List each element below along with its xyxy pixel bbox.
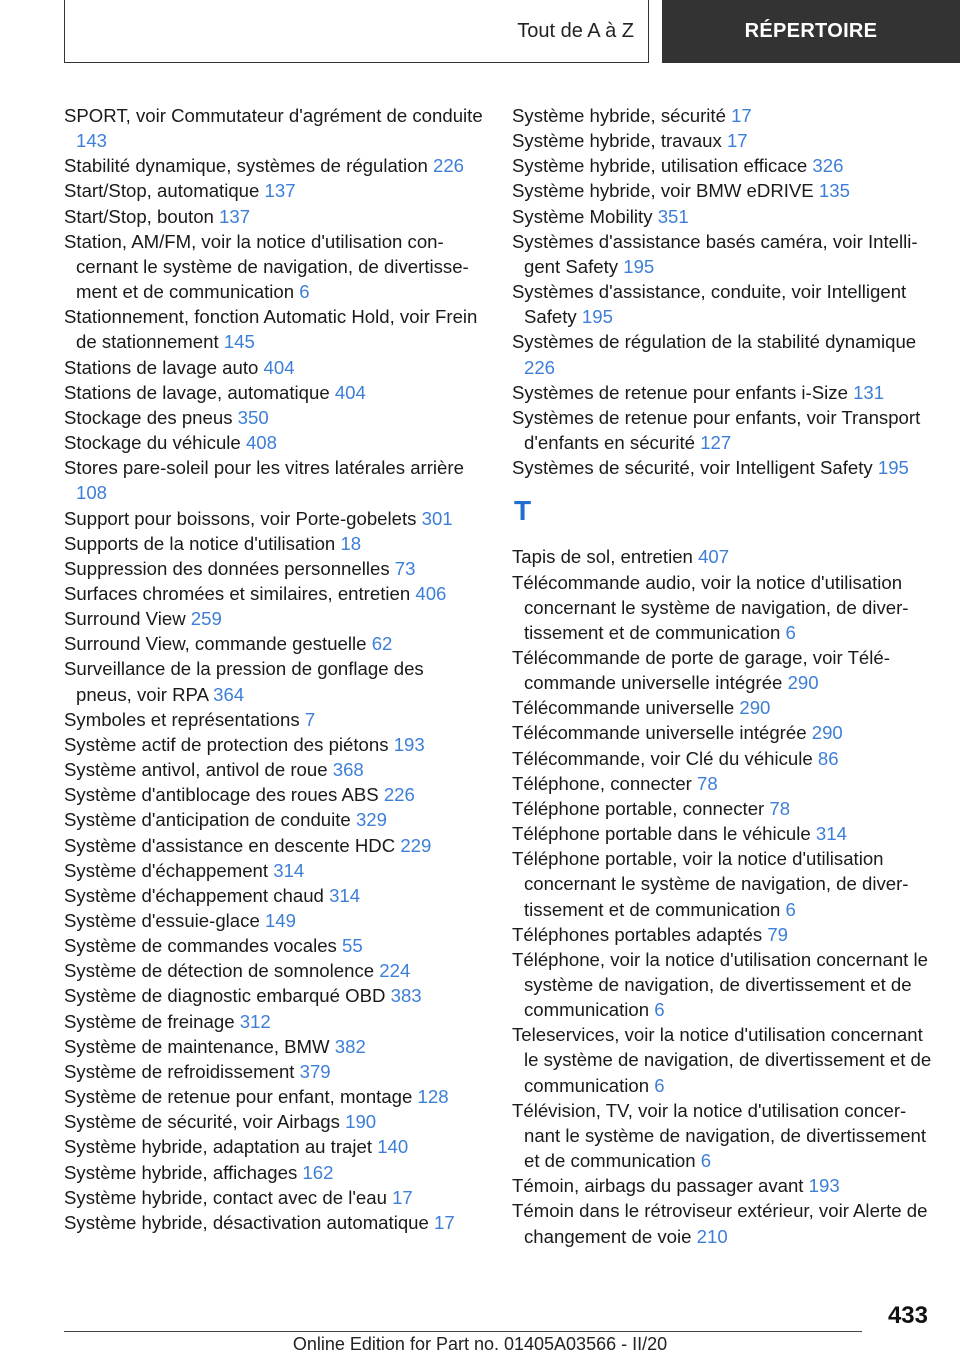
index-entry-page-link[interactable]: 190 xyxy=(345,1111,377,1133)
index-entry-text: Stationnement, fonction Automatic Hold, voir Frein de stationnement xyxy=(64,306,478,353)
index-entry xyxy=(64,1185,484,1210)
index-entry xyxy=(512,1098,932,1173)
index-entry xyxy=(64,833,484,858)
index-entry-page-link[interactable]: 193 xyxy=(393,733,425,755)
index-entry xyxy=(64,204,484,229)
index-entry-page-link[interactable]: 137 xyxy=(264,180,296,202)
header-section-tab xyxy=(64,0,649,63)
index-entry-text: Stabilité dynamique, systèmes de régulation xyxy=(64,155,428,177)
index-entry-page-link[interactable]: 78 xyxy=(697,772,718,794)
index-entry xyxy=(64,103,484,153)
index-entry-page-link[interactable]: 350 xyxy=(237,406,269,428)
index-entry-text: Témoin, airbags du passager avant xyxy=(512,1175,804,1197)
index-entry-page-link[interactable]: 6 xyxy=(785,621,796,643)
index-entry-text: Témoin dans le rétroviseur extérieur, voir Alerte de changement de voie xyxy=(512,1200,928,1247)
index-column-left xyxy=(64,103,484,1235)
index-entry-page-link[interactable]: 79 xyxy=(767,923,789,945)
index-entry-page-link[interactable]: 404 xyxy=(263,356,295,378)
index-entry-page-link[interactable]: 6 xyxy=(299,281,310,303)
index-entry xyxy=(512,796,932,821)
index-entry-text: Système de refroidissement xyxy=(64,1060,295,1082)
index-entry-text: Système hybride, affichages xyxy=(64,1161,298,1183)
index-entry-text: Système hybride, adaptation au trajet xyxy=(64,1136,373,1158)
index-entry xyxy=(64,1034,484,1059)
index-entry-text: Symboles et représentations xyxy=(64,708,300,730)
index-entry-page-link[interactable]: 140 xyxy=(377,1136,409,1158)
index-entry-text: Système de diagnostic embarqué OBD xyxy=(64,985,386,1007)
index-entry-text: Système de détection de somnolence xyxy=(64,960,375,982)
index-entry-page-link[interactable]: 55 xyxy=(342,935,363,957)
index-entry-page-link[interactable]: 195 xyxy=(623,255,655,277)
index-entry-text: Systèmes de retenue pour enfants i-Size xyxy=(512,381,848,403)
index-entry xyxy=(64,506,484,531)
index-entry xyxy=(512,922,932,947)
index-entry-page-link[interactable]: 290 xyxy=(811,722,843,744)
index-entry xyxy=(64,556,484,581)
index-entry-page-link[interactable]: 137 xyxy=(219,205,251,227)
index-entry-text: Télécommande universelle intégrée xyxy=(512,722,807,744)
index-entry xyxy=(512,128,932,153)
index-entry-text: Système d'antiblocage des roues ABS xyxy=(64,784,379,806)
index-entry xyxy=(64,1134,484,1159)
index-entry xyxy=(512,103,932,128)
index-entry-text: Système d'échappement xyxy=(64,859,269,881)
index-entry-page-link[interactable]: 149 xyxy=(264,910,296,931)
index-entry-text: Système antivol, antivol de roue xyxy=(64,759,328,781)
index-entry xyxy=(64,178,484,203)
index-entry-page-link[interactable]: 301 xyxy=(421,507,453,529)
index-entry-page-link[interactable]: 17 xyxy=(434,1211,455,1233)
index-entry-page-link[interactable]: 6 xyxy=(654,1074,665,1096)
index-entry xyxy=(64,1059,484,1084)
index-entry xyxy=(64,983,484,1008)
index-entry-text: Système d'essuie-glace xyxy=(64,910,260,931)
index-entry-text: Système Mobility xyxy=(512,205,653,227)
index-entry-page-link[interactable]: 62 xyxy=(371,633,393,655)
index-entry-text: Téléphone portable, connecter xyxy=(512,797,765,819)
index-entry-page-link[interactable]: 312 xyxy=(239,1010,271,1032)
index-entry xyxy=(64,355,484,380)
index-entry xyxy=(512,544,932,569)
index-entry-page-link[interactable]: 210 xyxy=(696,1225,728,1247)
index-entry-text: Surfaces chromées et similaires, entretien xyxy=(64,582,411,604)
index-entry-page-link[interactable]: 128 xyxy=(417,1086,449,1108)
index-entry-text: Stores pare-soleil pour les vitres latérales arrière xyxy=(64,457,464,479)
index-entry-text: Système hybride, voir BMW eDRIVE xyxy=(512,180,814,202)
index-entry-text: Système hybride, contact avec de l'eau xyxy=(64,1186,387,1208)
index-entry-text: Système hybride, sécurité xyxy=(512,105,726,126)
index-entry xyxy=(512,695,932,720)
index-entry-text: Stations de lavage auto xyxy=(64,356,259,378)
index-entry-page-link[interactable]: 224 xyxy=(379,960,411,982)
index-entry xyxy=(512,746,932,771)
index-entry xyxy=(64,581,484,606)
index-entry-page-link[interactable]: 290 xyxy=(787,672,819,694)
index-group-s xyxy=(512,103,932,480)
index-entry-page-link[interactable]: 382 xyxy=(334,1035,366,1057)
index-entry-page-link[interactable]: 379 xyxy=(299,1060,331,1082)
index-entry-page-link[interactable]: 86 xyxy=(817,747,839,769)
index-entry xyxy=(64,153,484,178)
index-entry-text: Stockage des pneus xyxy=(64,406,233,428)
index-entry xyxy=(64,1160,484,1185)
index-entry xyxy=(512,1173,932,1198)
index-entry-page-link[interactable]: 6 xyxy=(700,1150,712,1172)
index-entry xyxy=(64,757,484,782)
page-number: 433 xyxy=(887,1302,928,1329)
index-group-t xyxy=(512,544,932,1248)
index-entry-text: Système actif de protection des piétons xyxy=(64,733,389,755)
index-entry-page-link[interactable]: 17 xyxy=(731,105,752,126)
index-entry-text: Systèmes d'assistance, conduite, voir Intelligent Safety xyxy=(512,281,907,328)
index-entry-text: Système hybride, désactivation automatique xyxy=(64,1211,429,1233)
index-entry-text: Télévision, TV, voir la notice d'utilisation concernant le système de navigation, de divertissement et de communication xyxy=(512,1099,927,1172)
index-entry-text: Système hybride, utilisation efficace xyxy=(512,155,808,177)
index-entry xyxy=(64,1009,484,1034)
index-entry-text: Système d'anticipation de conduite xyxy=(64,809,351,831)
index-entry-page-link[interactable]: 127 xyxy=(700,432,732,454)
index-entry-page-link[interactable]: 195 xyxy=(581,306,613,328)
index-entry-text: Start/Stop, automatique xyxy=(64,180,260,202)
index-entry xyxy=(64,405,484,430)
index-entry-page-link[interactable]: 351 xyxy=(657,205,689,227)
index-entry-page-link[interactable]: 408 xyxy=(245,432,277,454)
index-entry-text: Système de retenue pour enfant, montage xyxy=(64,1086,413,1108)
index-entry xyxy=(512,405,932,455)
index-entry-page-link[interactable]: 73 xyxy=(394,557,416,579)
index-entry-text: SPORT, voir Commutateur d'agrément de conduite xyxy=(64,105,483,126)
index-entry-text: Tapis de sol, entretien xyxy=(512,546,693,568)
index-entry-text: Système hybride, travaux xyxy=(512,130,722,152)
index-entry xyxy=(64,1210,484,1235)
index-entry-page-link[interactable]: 383 xyxy=(390,985,422,1007)
index-entry xyxy=(512,947,932,1022)
header-section-title: Tout de A à Z xyxy=(517,19,634,42)
index-entry-page-link[interactable]: 229 xyxy=(400,834,432,856)
index-entry-text: Start/Stop, bouton xyxy=(64,205,214,227)
index-entry xyxy=(512,1198,932,1248)
index-entry-page-link[interactable]: 314 xyxy=(273,859,305,881)
index-entry-text: Téléphone portable, voir la notice d'utilisation concernant le système de navigation, de divertissement et de communication xyxy=(512,848,909,920)
index-entry-page-link[interactable]: 17 xyxy=(726,130,748,152)
index-entry-text: Surveillance de la pression de gonflage des pneus, voir RPA xyxy=(64,658,424,705)
index-entry-page-link[interactable]: 226 xyxy=(524,356,556,378)
index-entry xyxy=(64,933,484,958)
index-entry-text: Télécommande de porte de garage, voir Télécommande universelle intégrée xyxy=(512,646,890,694)
index-entry-text: Teleservices, voir la notice d'utilisation concernant le système de navigation, de divertissement et de communication xyxy=(512,1024,932,1096)
index-entry-text: Téléphone, connecter xyxy=(512,772,692,794)
header-chapter-title: RÉPERTOIRE xyxy=(744,20,878,42)
index-entry-text: Système de maintenance, BMW xyxy=(64,1035,330,1057)
index-entry-page-link[interactable]: 6 xyxy=(785,898,796,920)
index-entry-text: Stations de lavage, automatique xyxy=(64,381,330,403)
index-entry xyxy=(64,958,484,983)
index-entry-text: Suppression des données personnelles xyxy=(64,557,390,579)
index-entry xyxy=(64,883,484,908)
index-entry-page-link[interactable]: 162 xyxy=(302,1161,334,1183)
index-entry-text: Stockage du véhicule xyxy=(64,432,241,454)
index-entry-page-link[interactable]: 259 xyxy=(190,608,222,630)
index-entry-text: Systèmes d'assistance basés caméra, voir Intelligent Safety xyxy=(512,230,918,277)
index-entry-page-link[interactable]: 135 xyxy=(818,180,850,202)
index-entry-text: Système de freinage xyxy=(64,1010,235,1032)
index-entry-page-link[interactable]: 364 xyxy=(213,683,245,705)
index-entry xyxy=(512,846,932,921)
index-entry-page-link[interactable]: 6 xyxy=(654,999,665,1021)
index-entry xyxy=(512,1022,932,1097)
index-entry xyxy=(512,771,932,796)
index-entry-text: Téléphone portable dans le véhicule xyxy=(512,823,811,845)
footer-edition: Online Edition for Part no. 01405A03566 - II/20 xyxy=(292,1334,668,1354)
index-entry-text: Système d'assistance en descente HDC xyxy=(64,834,396,856)
index-entry-page-link[interactable]: 17 xyxy=(392,1186,413,1208)
index-entry-page-link[interactable]: 326 xyxy=(812,155,844,177)
index-entry-page-link[interactable]: 407 xyxy=(698,546,730,568)
index-entry xyxy=(64,430,484,455)
index-entry xyxy=(512,153,932,178)
index-entry xyxy=(512,720,932,745)
footer-divider xyxy=(64,1331,862,1332)
index-entry-text: Système de sécurité, voir Airbags xyxy=(64,1111,340,1133)
index-entry-page-link[interactable]: 18 xyxy=(340,532,362,554)
index-entry-text: Systèmes de sécurité, voir Intelligent Safety xyxy=(512,457,873,479)
index-entry-page-link[interactable]: 145 xyxy=(223,331,255,353)
index-entry-text: Système d'échappement chaud xyxy=(64,884,324,906)
index-entry-page-link[interactable]: 314 xyxy=(329,884,361,906)
index-column-right xyxy=(512,103,932,1249)
index-entry-page-link[interactable]: 226 xyxy=(383,784,415,806)
index-entry-text: Téléphone, voir la notice d'utilisation concernant le système de navigation, de divertissement et de communication xyxy=(512,948,928,1021)
index-entry xyxy=(512,821,932,846)
index-entry-page-link[interactable]: 368 xyxy=(332,759,364,781)
index-entry-page-link[interactable]: 7 xyxy=(304,708,316,730)
index-entry xyxy=(64,531,484,556)
header-chapter-tab xyxy=(662,0,960,63)
index-entry xyxy=(64,782,484,807)
index-entry-text: Systèmes de retenue pour enfants, voir Transport d'enfants en sécurité xyxy=(512,406,921,454)
index-entry xyxy=(64,229,484,304)
index-entry-text: Système de commandes vocales xyxy=(64,935,337,957)
index-entry xyxy=(512,645,932,695)
index-entry xyxy=(64,1084,484,1109)
index-entry-text: Systèmes de régulation de la stabilité dynamique xyxy=(512,331,917,353)
index-entry xyxy=(512,455,932,480)
index-entry-text: Support pour boissons, voir Porte-gobelets xyxy=(64,507,417,529)
index-entry-text: Supports de la notice d'utilisation xyxy=(64,532,336,554)
index-entry xyxy=(64,380,484,405)
index-entry-text: Station, AM/FM, voir la notice d'utilisation concernant le système de navigation, de divertissement et de communication xyxy=(64,230,469,303)
index-entry-page-link[interactable]: 226 xyxy=(433,155,465,177)
index-entry-text: Télécommande, voir Clé du véhicule xyxy=(512,747,813,769)
index-entry xyxy=(512,329,932,379)
index-entry-text: Télécommande audio, voir la notice d'utilisation concernant le système de navigation, de divertissement et de communication xyxy=(512,571,909,643)
index-entry xyxy=(512,279,932,329)
index-entry xyxy=(64,304,484,354)
index-entry-text: Surround View xyxy=(64,608,186,630)
index-entry xyxy=(512,229,932,279)
index-entry xyxy=(64,606,484,631)
index-entry xyxy=(64,908,484,933)
index-entry xyxy=(64,1109,484,1134)
index-entry xyxy=(512,178,932,203)
index-entry-page-link[interactable]: 195 xyxy=(877,457,909,479)
index-entry-page-link[interactable]: 131 xyxy=(853,381,885,403)
index-entry xyxy=(64,656,484,706)
index-entry-page-link[interactable]: 290 xyxy=(739,697,771,719)
index-entry xyxy=(64,807,484,832)
index-entry-text: Surround View, commande gestuelle xyxy=(64,633,367,655)
index-entry-page-link[interactable]: 329 xyxy=(355,809,387,831)
index-entry xyxy=(512,204,932,229)
index-entry-page-link[interactable]: 143 xyxy=(76,130,108,152)
index-entry xyxy=(64,631,484,656)
index-entry xyxy=(64,455,484,505)
index-entry-text: Téléphones portables adaptés xyxy=(512,923,763,945)
index-entry xyxy=(512,570,932,645)
index-entry xyxy=(64,732,484,757)
index-entry-page-link[interactable]: 406 xyxy=(415,582,447,604)
index-entry xyxy=(64,707,484,732)
index-entry-page-link[interactable]: 404 xyxy=(334,381,366,403)
index-entry-text: Télécommande universelle xyxy=(512,697,735,719)
index-entry xyxy=(512,380,932,405)
section-letter: T xyxy=(514,495,532,527)
index-entry-page-link[interactable]: 193 xyxy=(808,1175,840,1197)
index-entry xyxy=(64,858,484,883)
index-entry-page-link[interactable]: 78 xyxy=(769,797,791,819)
index-entry-page-link[interactable]: 314 xyxy=(815,823,847,845)
index-entry-page-link[interactable]: 108 xyxy=(76,482,108,504)
